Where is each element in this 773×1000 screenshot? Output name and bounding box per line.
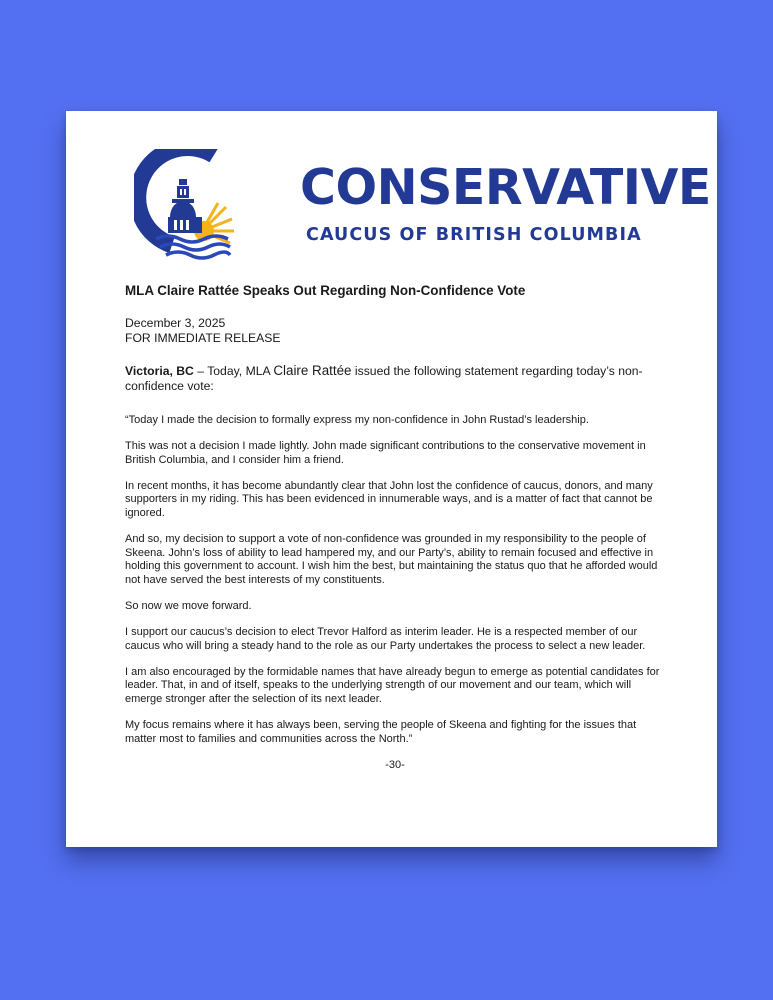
caucus-logo xyxy=(134,149,711,261)
statement-paragraph-6: I support our caucus’s decision to elect Trevor Halford as interim leader. He is a respected member of our caucus who will bring a steady hand to the role as our Party undertakes the process to select a new leader. xyxy=(125,626,646,652)
dateline xyxy=(125,316,665,346)
statement-paragraph-8: My focus remains where it has always been, serving the people of Skeena and fighting for the issues that matter most to families and communities across the North.” xyxy=(125,719,637,745)
lead-after-name: issued the following statement regarding today’s non-confidence vote: xyxy=(125,364,643,393)
lead-location: Victoria, BC xyxy=(125,364,194,378)
logo-subtitle: CAUCUS OF BRITISH COLUMBIA xyxy=(306,225,642,245)
statement-paragraph-2: This was not a decision I made lightly. John made significant contributions to the conservative movement in British Columbia, and I consider him a friend. xyxy=(125,440,646,466)
statement-paragraph-5: So now we move forward. xyxy=(125,599,252,612)
release-date: December 3, 2025 xyxy=(125,316,226,330)
logo-emblem-icon xyxy=(134,149,284,261)
statement-paragraph-3: In recent months, it has become abundantly clear that John lost the confidence of caucus, donors, and many supporters in my riding. This has been evidenced in innumerable ways, and is a matter of fact that cannot be ignored. xyxy=(125,479,653,519)
lead-name: Claire Rattée xyxy=(273,363,352,378)
statement-paragraph-1: “Today I made the decision to formally express my non-confidence in John Rustad’s leadership. xyxy=(125,414,589,426)
lead-paragraph xyxy=(125,363,665,394)
statement-paragraph-4: And so, my decision to support a vote of non-confidence was grounded in my responsibility to the people of Skeena. John’s loss of ability to lead hampered my, and our Party’s, ability to remain focused and effective in holding this government to account. I wish him the best, but maintaining the status quo that he afforded would not have served the best interests of my constituents. xyxy=(125,533,658,586)
release-body xyxy=(125,283,665,771)
lead-before-name: – Today, MLA xyxy=(193,364,274,378)
statement-paragraph-7: I am also encouraged by the formidable names that have already begun to emerge as potential candidates for leader. That, in and of itself, speaks to the underlying strength of our movement and our team, which will emerge stronger after the selection of its next leader. xyxy=(125,665,660,705)
press-release-page xyxy=(66,111,717,847)
logo-title: CONSERVATIVE xyxy=(300,159,711,216)
end-mark: -30- xyxy=(385,758,405,771)
release-headline: MLA Claire Rattée Speaks Out Regarding Non-Confidence Vote xyxy=(125,283,526,298)
release-notice: FOR IMMEDIATE RELEASE xyxy=(125,331,281,345)
